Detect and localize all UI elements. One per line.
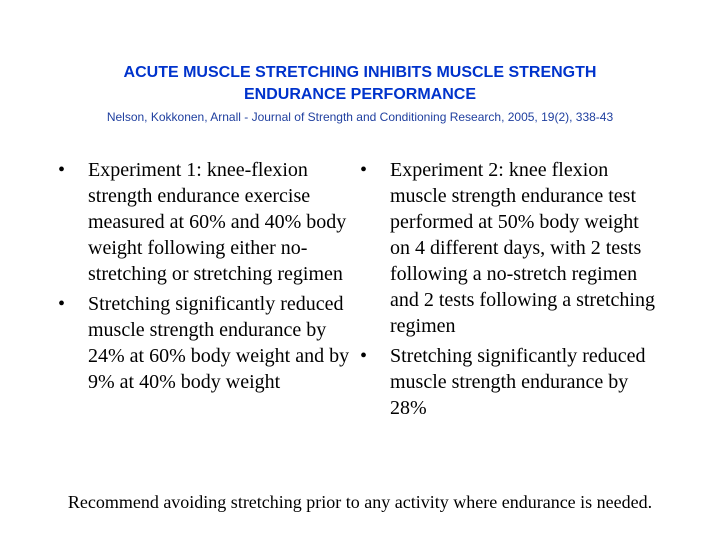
bullet-icon: • <box>360 345 368 367</box>
citation: Nelson, Kokkonen, Arnall - Journal of Strength and Conditioning Research, 2005, 19(2), 338-43 <box>106 110 614 124</box>
bullet-text: Experiment 1: knee-flexion strength endurance exercise measured at 60% and 40% body weight following either no-stretching or stretching regimen <box>88 159 347 285</box>
slide-title <box>0 62 720 106</box>
bullet-item <box>58 291 358 395</box>
bullet-text: Stretching significantly reduced muscle strength endurance by 24% at 60% body weight and by 9% at 40% body weight <box>88 293 350 393</box>
bullet-icon: • <box>58 159 66 181</box>
right-column <box>360 157 660 425</box>
bullet-item <box>360 343 660 421</box>
footer-recommendation: Recommend avoiding stretching prior to any activity where endurance is needed. <box>67 492 653 512</box>
slide-title-line-1: ACUTE MUSCLE STRETCHING INHIBITS MUSCLE STRENGTH <box>123 64 597 81</box>
bullet-item <box>58 157 358 287</box>
bullet-text: Experiment 2: knee flexion muscle strength endurance test performed at 50% body weight on 4 different days, with 2 tests following a no-stretch regimen and 2 tests following a stretching regimen <box>390 159 655 337</box>
bullet-icon: • <box>360 159 368 181</box>
bullet-item <box>360 157 660 339</box>
bullet-text: Stretching significantly reduced muscle strength endurance by 28% <box>390 345 646 419</box>
bullet-icon: • <box>58 293 66 315</box>
left-column <box>58 157 358 399</box>
slide-title-line-2: ENDURANCE PERFORMANCE <box>243 86 476 103</box>
